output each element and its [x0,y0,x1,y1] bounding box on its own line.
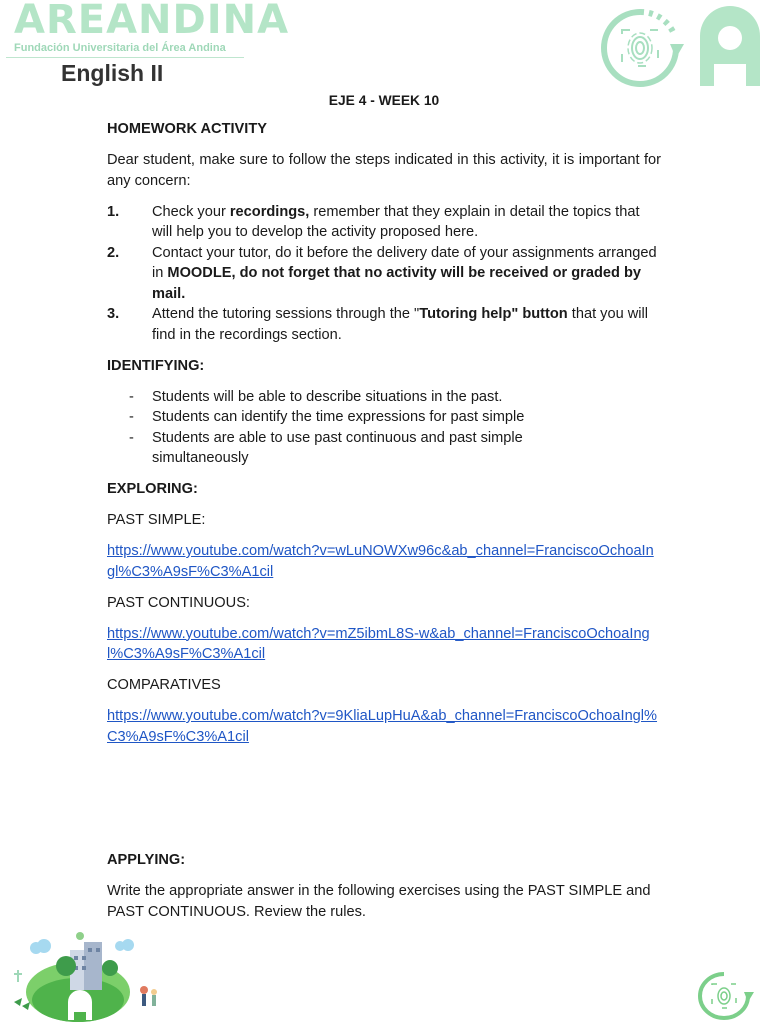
objective-text: Students are able to use past continuous and past simple simultaneously [152,429,523,466]
applying-paragraph: Write the appropriate answer in the following exercises using the PAST SIMPLE and PAST CONTINUOUS. Review the rules. [107,883,651,920]
step-emphasis: MOODLE, do not forget that no activity will be received or graded by mail. [152,265,641,302]
steps-list [107,202,661,346]
list-item [107,304,661,345]
step-emphasis: recordings, [229,203,310,220]
step-text: that you will find in the recordings section. [152,306,649,343]
step-number: 2. [107,244,120,261]
step-number: 1. [107,203,120,220]
resource-label: PAST SIMPLE: [107,512,206,528]
objective-text: Students will be able to describe situations in the past. [152,388,503,405]
applying-heading: APPLYING: [107,852,186,868]
campus-illustration-icon [8,930,160,1022]
objective-text: Students can identify the time expressions for past simple [152,409,525,425]
step-text: Attend the tutoring sessions through the " [152,306,420,322]
video-link-past-simple[interactable]: https://www.youtube.com/watch?v=wLuNOWXw96c&ab_channel=FranciscoOchoaIngl%C3%A9sF%C3%A1cil [107,543,654,580]
video-link-past-continuous[interactable]: https://www.youtube.com/watch?v=mZ5ibmL8S-w&ab_channel=FranciscoOchoaIngl%C3%A9sF%C3%A1cil [107,625,650,662]
fingerprint-cycle-icon [594,4,686,90]
brand-subtitle: Fundación Universitaria del Área Andina [14,42,226,54]
document-body [107,88,661,922]
course-title: English II [61,60,164,86]
list-item: - Students are able to use past continuous and past simple simultaneously [107,428,661,469]
week-heading: EJE 4 - WEEK 10 [328,93,440,108]
step-text: Contact your tutor, do it before the delivery date of your assignments arranged in [152,244,657,281]
list-item: - Students will be able to describe situations in the past. [107,387,661,408]
resource-label: COMPARATIVES [107,677,221,693]
resource-label: PAST CONTINUOUS: [107,594,250,611]
step-text: remember that they explain in detail the topics that will help you to develop the activity proposed here. [152,203,640,240]
identifying-heading: IDENTIFYING: [107,357,205,374]
header-divider [6,57,244,58]
list-item: - Students can identify the time expressions for past simple [107,407,661,428]
homework-heading: HOMEWORK ACTIVITY [107,121,267,137]
areandina-a-icon [694,2,766,88]
list-item [107,243,661,305]
list-item [107,202,661,243]
objectives-list [107,387,661,469]
intro-paragraph: Dear student, make sure to follow the steps indicated in this activity, it is important for any concern: [107,152,661,189]
video-link-comparatives[interactable]: https://www.youtube.com/watch?v=9KliaLupHuA&ab_channel=FranciscoOchoaIngl%C3%A9sF%C3%A1cil [107,708,658,745]
step-text: Check your [152,203,230,220]
fingerprint-cycle-footer-icon [688,970,760,1022]
step-emphasis: Tutoring help" button [419,306,568,322]
brand-logo-text: AREANDINA [14,0,290,43]
step-number: 3. [107,306,120,322]
exploring-heading: EXPLORING: [107,481,198,497]
